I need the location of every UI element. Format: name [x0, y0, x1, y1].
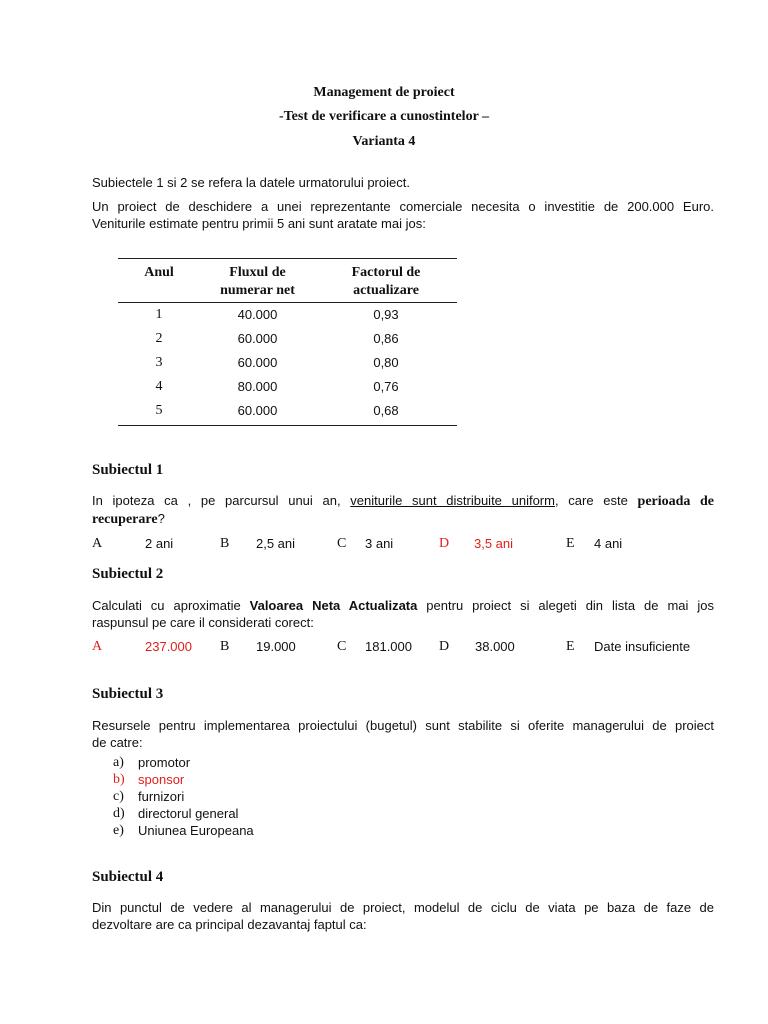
table-header-discount-factor: Factorul de actualizare: [351, 265, 421, 298]
q1-text-line1: In ipoteza ca , pe parcursul unui an, veniturile sunt distribuite uniform, care este perioada de: [92, 493, 715, 509]
q1-answers: [92, 535, 692, 553]
table-cell-cashflow: 60.000: [237, 355, 278, 370]
answer-value: 237.000: [145, 639, 192, 654]
answer-letter: D: [439, 639, 450, 654]
answer-value: 181.000: [365, 639, 412, 654]
answer-value: 38.000: [475, 639, 515, 654]
answer-value: 2,5 ani: [256, 536, 296, 551]
list-label: promotor: [138, 755, 191, 770]
table-cell-factor: 0,86: [373, 331, 399, 346]
list-marker: c): [113, 789, 124, 804]
table-cell-factor: 0,68: [373, 403, 399, 418]
answer-letter: A: [92, 639, 103, 654]
q2-text-line2: raspunsul pe care il considerati corect:: [92, 615, 314, 630]
q2-answers: [92, 638, 714, 656]
answer-value: 3 ani: [365, 536, 394, 551]
q2-heading: Subiectul 2: [92, 566, 164, 582]
table-cell-year: 2: [155, 331, 163, 346]
document-title: Management de proiect: [313, 85, 455, 100]
list-marker: b): [113, 772, 125, 787]
intro-line: Subiectele 1 si 2 se refera la datele urmatorului proiect.: [92, 175, 410, 190]
table-header-year: Anul: [144, 265, 174, 280]
answer-letter: E: [566, 639, 575, 654]
list-marker: d): [113, 806, 125, 821]
q3-text-line2: de catre:: [92, 735, 143, 750]
table-cell-cashflow: 80.000: [237, 379, 278, 394]
list-label: sponsor: [138, 772, 185, 787]
table-row: [118, 306, 457, 330]
answer-letter: C: [337, 536, 347, 551]
table-cell-cashflow: 60.000: [237, 403, 278, 418]
answer-value: 2 ani: [145, 536, 174, 551]
q4-heading: Subiectul 4: [92, 869, 164, 885]
q4-text-line2: dezvoltare are ca principal dezavantaj faptul ca:: [92, 917, 367, 932]
table-cell-year: 3: [155, 355, 163, 370]
list-marker: e): [113, 823, 124, 838]
q3-heading: Subiectul 3: [92, 686, 164, 702]
answer-value: 3,5 ani: [474, 536, 514, 551]
q2-text-line1: Calculati cu aproximatie Valoarea Neta Actualizata pentru proiect si alegeti din lista de mai jos: [92, 598, 714, 613]
table-cell-factor: 0,93: [373, 307, 399, 322]
answer-value: 19.000: [256, 639, 296, 654]
answer-letter: E: [566, 536, 575, 551]
table-cell-factor: 0,76: [373, 379, 399, 394]
list-label: furnizori: [138, 789, 185, 804]
q1-heading: Subiectul 1: [92, 462, 164, 478]
table-cell-factor: 0,80: [373, 355, 399, 370]
answer-letter: D: [439, 536, 450, 551]
answer-letter: A: [92, 536, 103, 551]
intro-paragraph-line2: Veniturile estimate pentru primii 5 ani sunt aratate mai jos:: [92, 216, 426, 231]
table-header-cashflow: Fluxul de numerar net: [220, 265, 295, 298]
answer-letter: C: [337, 639, 347, 654]
table-top-rule: [118, 258, 457, 259]
table-cell-year: 1: [155, 307, 163, 322]
document-subtitle: -Test de verificare a cunostintelor –: [278, 109, 490, 124]
list-marker: a): [113, 755, 124, 770]
q3-text-line1: Resursele pentru implementarea proiectului (bugetul) sunt stabilite si oferite managerului de proiect: [92, 718, 714, 733]
table-cell-cashflow: 40.000: [237, 307, 278, 322]
table-cell-cashflow: 60.000: [237, 331, 278, 346]
answer-letter: B: [220, 536, 230, 551]
table-cell-year: 5: [155, 403, 163, 418]
list-label: directorul general: [138, 806, 239, 821]
table-bottom-rule: [118, 425, 457, 426]
q1-text-line2: recuperare?: [92, 511, 165, 527]
answer-value: Date insuficiente: [594, 639, 691, 654]
table-header-rule: [118, 302, 457, 303]
table-row: [118, 330, 457, 354]
document-variant: Varianta 4: [352, 134, 416, 149]
table-row: [118, 378, 457, 402]
table-row: [118, 402, 457, 426]
table-row: [118, 354, 457, 378]
answer-value: 4 ani: [594, 536, 623, 551]
intro-paragraph-line1: Un proiect de deschidere a unei reprezentante comerciale necesita o investitie de 200.000 Euro.: [92, 199, 714, 214]
list-label: Uniunea Europeana: [138, 823, 254, 838]
answer-letter: B: [220, 639, 230, 654]
table-cell-year: 4: [155, 379, 163, 394]
q4-text-line1: Din punctul de vedere al managerului de proiect, modelul de ciclu de viata pe baza de faze de: [92, 900, 714, 915]
